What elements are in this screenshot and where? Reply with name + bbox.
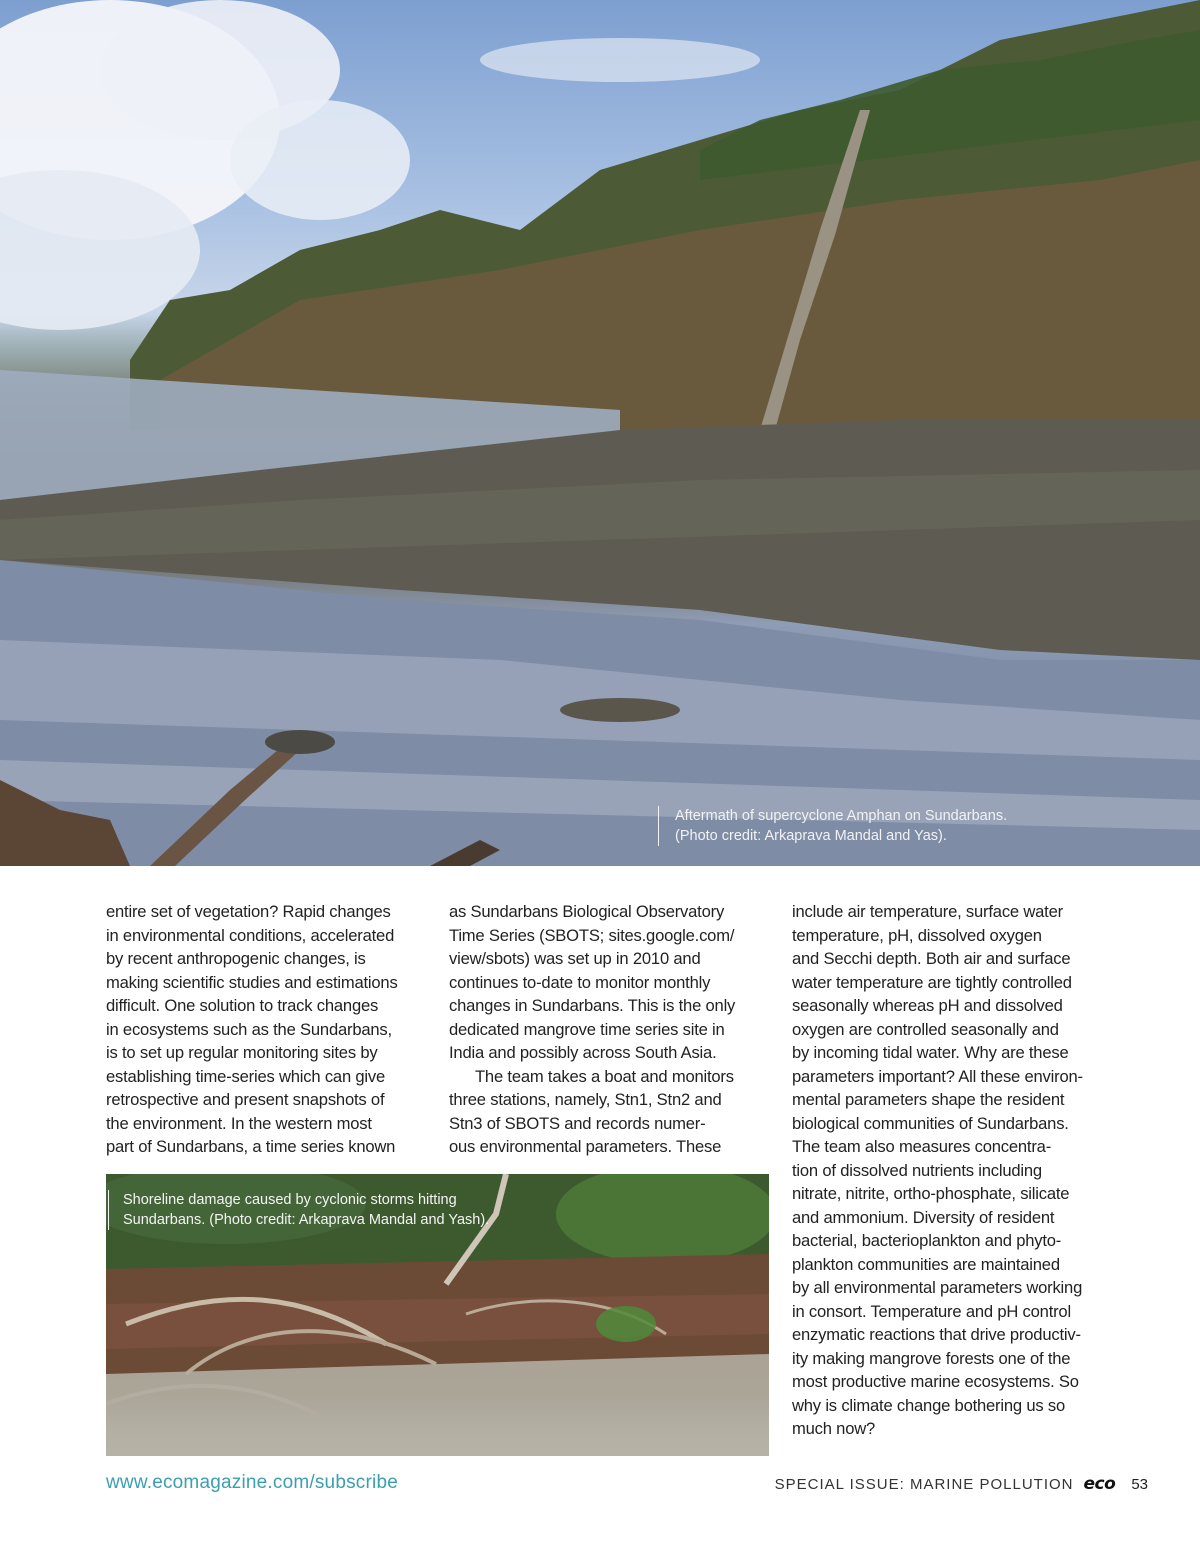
text-line: tion of dissolved nutrients including [792, 1160, 1042, 1180]
paragraph [792, 900, 1122, 1441]
article-column-2 [449, 900, 767, 1159]
text-line: parameters important? All these environ- [792, 1066, 1083, 1086]
text-line: is to set up regular monitoring sites by [106, 1043, 378, 1062]
text-line: as Sundarbans Biological Observatory [449, 902, 725, 921]
text-line: in ecosystems such as the Sundarbans, [106, 1019, 392, 1039]
subscribe-link[interactable]: www.ecomagazine.com/subscribe [106, 1472, 398, 1493]
hero-caption-line: Aftermath of supercyclone Amphan on Sundarbans. [675, 808, 1008, 824]
text-line: most productive marine ecosystems. So [792, 1372, 1079, 1391]
text-line: oxygen are controlled seasonally and [792, 1019, 1059, 1039]
page-footer [775, 1474, 1148, 1494]
text-line: changes in Sundarbans. This is the only [449, 996, 736, 1015]
text-line: entire set of vegetation? Rapid changes [106, 902, 391, 921]
text-line: continues to-date to monitor monthly [449, 972, 711, 992]
text-line: Stn3 of SBOTS and records numer- [449, 1113, 706, 1133]
text-line: part of Sundarbans, a time series known [106, 1137, 396, 1156]
text-line: difficult. One solution to track changes [106, 996, 379, 1015]
paragraph [449, 1065, 767, 1159]
text-line: three stations, namely, Stn1, Stn2 and [449, 1090, 722, 1109]
text-line: mental parameters shape the resident [792, 1090, 1065, 1109]
text-line: bacterial, bacterioplankton and phyto- [792, 1231, 1062, 1250]
article-column-3 [792, 900, 1122, 1441]
inset-caption-line: Shoreline damage caused by cyclonic storms hitting [123, 1192, 457, 1208]
hero-caption-line: (Photo credit: Arkaprava Mandal and Yas). [675, 828, 947, 844]
page-number: 53 [1131, 1476, 1148, 1493]
article-column-1 [106, 900, 431, 1159]
text-line: ous environmental parameters. These [449, 1137, 722, 1156]
hero-photo-caption [658, 806, 1095, 846]
text-line: in consort. Temperature and pH control [792, 1301, 1071, 1321]
text-line: why is climate change bothering us so [792, 1395, 1066, 1415]
text-line: and ammonium. Diversity of resident [792, 1207, 1055, 1227]
text-line: view/sbots) was set up in 2010 and [449, 949, 701, 968]
inset-photo-caption [108, 1190, 553, 1230]
text-line: The team also measures concentra- [792, 1137, 1052, 1156]
eco-logo: eco [1083, 1474, 1116, 1494]
text-line: plankton communities are maintained [792, 1254, 1060, 1274]
text-line: dedicated mangrove time series site in [449, 1019, 725, 1039]
text-line: India and possibly across South Asia. [449, 1043, 717, 1062]
text-line: in environmental conditions, accelerated [106, 925, 395, 945]
text-line: Time Series (SBOTS; sites.google.com/ [449, 925, 735, 945]
text-line: making scientific studies and estimations [106, 972, 398, 992]
text-line: by all environmental parameters working [792, 1278, 1083, 1297]
text-line: enzymatic reactions that drive productiv- [792, 1325, 1081, 1344]
issue-label: SPECIAL ISSUE: MARINE POLLUTION [774, 1476, 1074, 1493]
text-line: include air temperature, surface water [792, 902, 1063, 921]
text-line: water temperature are tightly controlled [792, 972, 1072, 992]
text-line: The team takes a boat and monitors [475, 1066, 734, 1086]
text-line: and Secchi depth. Both air and surface [792, 949, 1071, 968]
text-line: by incoming tidal water. Why are these [792, 1043, 1069, 1062]
paragraph [449, 900, 767, 1065]
text-line: seasonally whereas pH and dissolved [792, 996, 1063, 1015]
text-line: establishing time-series which can give [106, 1066, 386, 1086]
text-line: temperature, pH, dissolved oxygen [792, 925, 1042, 945]
text-line: ity making mangrove forests one of the [792, 1348, 1071, 1368]
text-line: the environment. In the western most [106, 1113, 372, 1133]
inset-caption-line: Sundarbans. (Photo credit: Arkaprava Mandal and Yash). [123, 1212, 490, 1228]
text-line: by recent anthropogenic changes, is [106, 949, 366, 968]
text-line: biological communities of Sundarbans. [792, 1113, 1069, 1133]
text-line: nitrate, nitrite, ortho-phosphate, silicate [792, 1184, 1070, 1203]
text-line: much now? [792, 1419, 876, 1438]
paragraph [106, 900, 431, 1159]
text-line: retrospective and present snapshots of [106, 1090, 385, 1109]
